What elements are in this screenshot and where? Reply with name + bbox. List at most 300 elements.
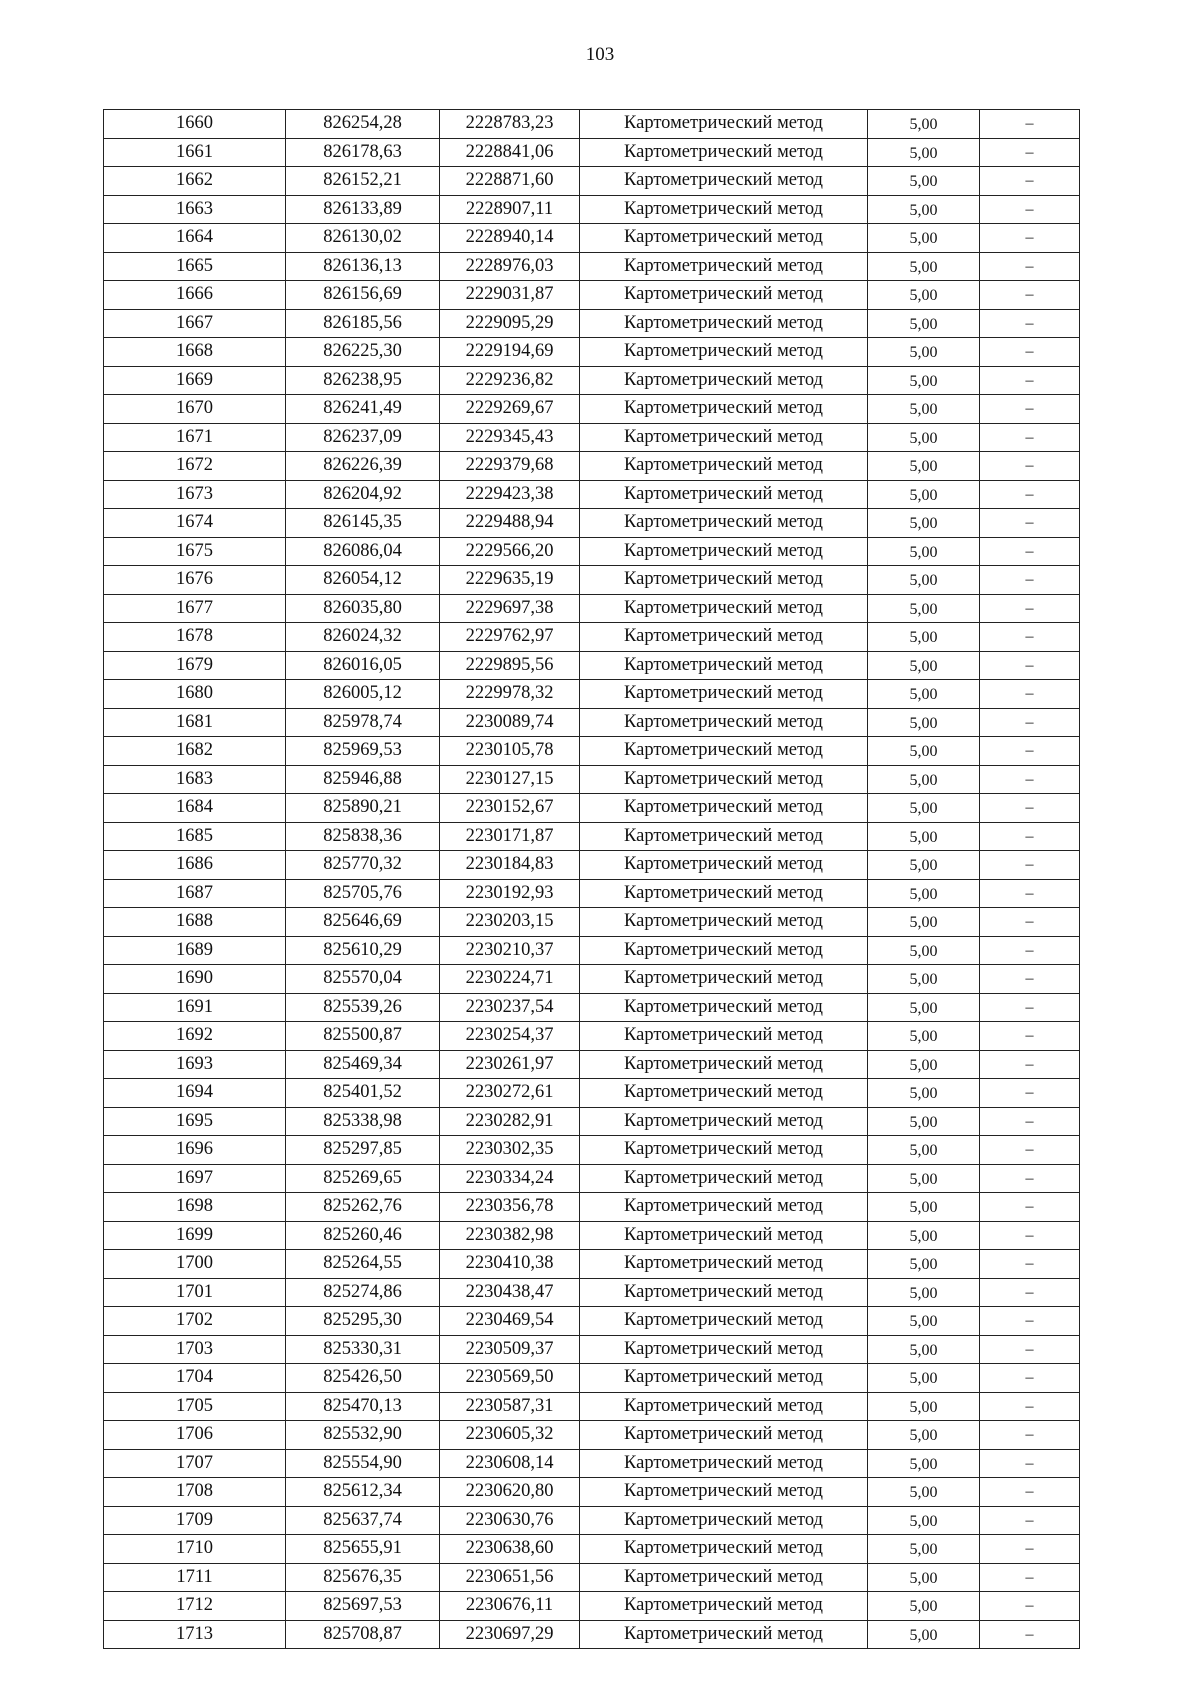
point-number-cell: 1689 [104,936,286,965]
method-cell: Картометрический метод [580,765,868,794]
x-coordinate-cell: 825269,65 [286,1164,440,1193]
point-number-cell: 1698 [104,1193,286,1222]
table-row [104,1221,1080,1250]
method-cell: Картометрический метод [580,423,868,452]
accuracy-cell: 5,00 [868,1221,980,1250]
accuracy-cell: 5,00 [868,993,980,1022]
point-number-cell: 1706 [104,1421,286,1450]
x-coordinate-cell: 826237,09 [286,423,440,452]
accuracy-cell: 5,00 [868,908,980,937]
table-row [104,1079,1080,1108]
method-cell: Картометрический метод [580,1620,868,1649]
x-coordinate-cell: 826204,92 [286,480,440,509]
method-cell: Картометрический метод [580,167,868,196]
note-cell: – [980,1307,1080,1336]
method-cell: Картометрический метод [580,1307,868,1336]
accuracy-cell: 5,00 [868,936,980,965]
accuracy-cell: 5,00 [868,1164,980,1193]
accuracy-cell: 5,00 [868,252,980,281]
method-cell: Картометрический метод [580,281,868,310]
x-coordinate-cell: 825264,55 [286,1250,440,1279]
y-coordinate-cell: 2229236,82 [440,366,580,395]
y-coordinate-cell: 2229379,68 [440,452,580,481]
note-cell: – [980,908,1080,937]
note-cell: – [980,1022,1080,1051]
accuracy-cell: 5,00 [868,338,980,367]
x-coordinate-cell: 825697,53 [286,1592,440,1621]
x-coordinate-cell: 825969,53 [286,737,440,766]
table-row [104,1136,1080,1165]
note-cell: – [980,765,1080,794]
table-row [104,908,1080,937]
note-cell: – [980,566,1080,595]
accuracy-cell: 5,00 [868,537,980,566]
y-coordinate-cell: 2230184,83 [440,851,580,880]
accuracy-cell: 5,00 [868,423,980,452]
note-cell: – [980,138,1080,167]
point-number-cell: 1710 [104,1535,286,1564]
accuracy-cell: 5,00 [868,195,980,224]
table-row [104,1563,1080,1592]
table-row [104,566,1080,595]
table-row [104,794,1080,823]
method-cell: Картометрический метод [580,651,868,680]
point-number-cell: 1693 [104,1050,286,1079]
x-coordinate-cell: 826241,49 [286,395,440,424]
method-cell: Картометрический метод [580,1449,868,1478]
table-row [104,1278,1080,1307]
point-number-cell: 1712 [104,1592,286,1621]
table-row [104,1592,1080,1621]
accuracy-cell: 5,00 [868,623,980,652]
x-coordinate-cell: 826156,69 [286,281,440,310]
y-coordinate-cell: 2230152,67 [440,794,580,823]
x-coordinate-cell: 825838,36 [286,822,440,851]
table-row [104,1535,1080,1564]
note-cell: – [980,1107,1080,1136]
point-number-cell: 1665 [104,252,286,281]
table-row [104,110,1080,139]
point-number-cell: 1677 [104,594,286,623]
table-row [104,822,1080,851]
coordinates-table-body [104,110,1080,1649]
note-cell: – [980,195,1080,224]
point-number-cell: 1667 [104,309,286,338]
point-number-cell: 1660 [104,110,286,139]
accuracy-cell: 5,00 [868,1563,980,1592]
point-number-cell: 1674 [104,509,286,538]
point-number-cell: 1671 [104,423,286,452]
table-row [104,936,1080,965]
table-row [104,1392,1080,1421]
table-row [104,480,1080,509]
y-coordinate-cell: 2230630,76 [440,1506,580,1535]
y-coordinate-cell: 2228871,60 [440,167,580,196]
x-coordinate-cell: 826130,02 [286,224,440,253]
accuracy-cell: 5,00 [868,765,980,794]
note-cell: – [980,509,1080,538]
table-row [104,224,1080,253]
method-cell: Картометрический метод [580,623,868,652]
method-cell: Картометрический метод [580,1506,868,1535]
note-cell: – [980,1592,1080,1621]
y-coordinate-cell: 2230089,74 [440,708,580,737]
accuracy-cell: 5,00 [868,1592,980,1621]
accuracy-cell: 5,00 [868,309,980,338]
point-number-cell: 1682 [104,737,286,766]
method-cell: Картометрический метод [580,1478,868,1507]
y-coordinate-cell: 2230237,54 [440,993,580,1022]
method-cell: Картометрический метод [580,480,868,509]
table-row [104,651,1080,680]
note-cell: – [980,879,1080,908]
x-coordinate-cell: 826016,05 [286,651,440,680]
method-cell: Картометрический метод [580,110,868,139]
note-cell: – [980,1506,1080,1535]
y-coordinate-cell: 2229978,32 [440,680,580,709]
table-row [104,423,1080,452]
x-coordinate-cell: 825570,04 [286,965,440,994]
y-coordinate-cell: 2230410,38 [440,1250,580,1279]
point-number-cell: 1687 [104,879,286,908]
table-row [104,1478,1080,1507]
x-coordinate-cell: 825260,46 [286,1221,440,1250]
note-cell: – [980,281,1080,310]
accuracy-cell: 5,00 [868,1392,980,1421]
accuracy-cell: 5,00 [868,366,980,395]
x-coordinate-cell: 826024,32 [286,623,440,652]
point-number-cell: 1664 [104,224,286,253]
table-row [104,1506,1080,1535]
table-row [104,594,1080,623]
y-coordinate-cell: 2229031,87 [440,281,580,310]
point-number-cell: 1670 [104,395,286,424]
table-row [104,1307,1080,1336]
table-row [104,1421,1080,1450]
y-coordinate-cell: 2230282,91 [440,1107,580,1136]
y-coordinate-cell: 2230356,78 [440,1193,580,1222]
note-cell: – [980,993,1080,1022]
table-row [104,1449,1080,1478]
table-row [104,281,1080,310]
method-cell: Картометрический метод [580,1364,868,1393]
accuracy-cell: 5,00 [868,1421,980,1450]
method-cell: Картометрический метод [580,366,868,395]
accuracy-cell: 5,00 [868,395,980,424]
point-number-cell: 1694 [104,1079,286,1108]
accuracy-cell: 5,00 [868,1193,980,1222]
point-number-cell: 1691 [104,993,286,1022]
accuracy-cell: 5,00 [868,651,980,680]
y-coordinate-cell: 2229095,29 [440,309,580,338]
y-coordinate-cell: 2229345,43 [440,423,580,452]
y-coordinate-cell: 2230224,71 [440,965,580,994]
y-coordinate-cell: 2228940,14 [440,224,580,253]
point-number-cell: 1702 [104,1307,286,1336]
table-row [104,309,1080,338]
y-coordinate-cell: 2230651,56 [440,1563,580,1592]
note-cell: – [980,1421,1080,1450]
x-coordinate-cell: 825646,69 [286,908,440,937]
note-cell: – [980,851,1080,880]
x-coordinate-cell: 825470,13 [286,1392,440,1421]
y-coordinate-cell: 2228841,06 [440,138,580,167]
point-number-cell: 1701 [104,1278,286,1307]
y-coordinate-cell: 2229423,38 [440,480,580,509]
method-cell: Картометрический метод [580,395,868,424]
point-number-cell: 1709 [104,1506,286,1535]
method-cell: Картометрический метод [580,1421,868,1450]
y-coordinate-cell: 2230620,80 [440,1478,580,1507]
y-coordinate-cell: 2229566,20 [440,537,580,566]
note-cell: – [980,1221,1080,1250]
point-number-cell: 1686 [104,851,286,880]
x-coordinate-cell: 825330,31 [286,1335,440,1364]
y-coordinate-cell: 2230192,93 [440,879,580,908]
x-coordinate-cell: 825637,74 [286,1506,440,1535]
method-cell: Картометрический метод [580,822,868,851]
point-number-cell: 1707 [104,1449,286,1478]
table-row [104,1022,1080,1051]
method-cell: Картометрический метод [580,309,868,338]
note-cell: – [980,680,1080,709]
y-coordinate-cell: 2230334,24 [440,1164,580,1193]
x-coordinate-cell: 825274,86 [286,1278,440,1307]
x-coordinate-cell: 826238,95 [286,366,440,395]
x-coordinate-cell: 825401,52 [286,1079,440,1108]
accuracy-cell: 5,00 [868,851,980,880]
point-number-cell: 1711 [104,1563,286,1592]
y-coordinate-cell: 2230382,98 [440,1221,580,1250]
accuracy-cell: 5,00 [868,594,980,623]
table-row [104,395,1080,424]
method-cell: Картометрический метод [580,452,868,481]
y-coordinate-cell: 2230261,97 [440,1050,580,1079]
x-coordinate-cell: 825297,85 [286,1136,440,1165]
note-cell: – [980,794,1080,823]
method-cell: Картометрический метод [580,537,868,566]
table-row [104,765,1080,794]
point-number-cell: 1676 [104,566,286,595]
note-cell: – [980,309,1080,338]
method-cell: Картометрический метод [580,1107,868,1136]
table-row [104,965,1080,994]
y-coordinate-cell: 2230272,61 [440,1079,580,1108]
note-cell: – [980,1392,1080,1421]
point-number-cell: 1713 [104,1620,286,1649]
note-cell: – [980,1278,1080,1307]
point-number-cell: 1708 [104,1478,286,1507]
method-cell: Картометрический метод [580,794,868,823]
accuracy-cell: 5,00 [868,1022,980,1051]
point-number-cell: 1666 [104,281,286,310]
accuracy-cell: 5,00 [868,965,980,994]
point-number-cell: 1697 [104,1164,286,1193]
method-cell: Картометрический метод [580,1278,868,1307]
y-coordinate-cell: 2228907,11 [440,195,580,224]
x-coordinate-cell: 826226,39 [286,452,440,481]
method-cell: Картометрический метод [580,1592,868,1621]
y-coordinate-cell: 2230254,37 [440,1022,580,1051]
table-row [104,1250,1080,1279]
point-number-cell: 1661 [104,138,286,167]
y-coordinate-cell: 2230203,15 [440,908,580,937]
point-number-cell: 1699 [104,1221,286,1250]
method-cell: Картометрический метод [580,1563,868,1592]
note-cell: – [980,1620,1080,1649]
coordinates-table [103,109,1080,1649]
table-row [104,737,1080,766]
x-coordinate-cell: 825655,91 [286,1535,440,1564]
method-cell: Картометрический метод [580,993,868,1022]
accuracy-cell: 5,00 [868,1364,980,1393]
table-row [104,1335,1080,1364]
table-row [104,252,1080,281]
point-number-cell: 1683 [104,765,286,794]
point-number-cell: 1668 [104,338,286,367]
x-coordinate-cell: 825426,50 [286,1364,440,1393]
y-coordinate-cell: 2229895,56 [440,651,580,680]
note-cell: – [980,167,1080,196]
method-cell: Картометрический метод [580,936,868,965]
table-row [104,195,1080,224]
accuracy-cell: 5,00 [868,737,980,766]
x-coordinate-cell: 826133,89 [286,195,440,224]
x-coordinate-cell: 825338,98 [286,1107,440,1136]
note-cell: – [980,423,1080,452]
point-number-cell: 1680 [104,680,286,709]
method-cell: Картометрический метод [580,851,868,880]
method-cell: Картометрический метод [580,1050,868,1079]
method-cell: Картометрический метод [580,1193,868,1222]
table-row [104,167,1080,196]
accuracy-cell: 5,00 [868,452,980,481]
accuracy-cell: 5,00 [868,566,980,595]
y-coordinate-cell: 2230171,87 [440,822,580,851]
x-coordinate-cell: 825554,90 [286,1449,440,1478]
x-coordinate-cell: 825469,34 [286,1050,440,1079]
method-cell: Картометрический метод [580,737,868,766]
note-cell: – [980,224,1080,253]
note-cell: – [980,1535,1080,1564]
y-coordinate-cell: 2230697,29 [440,1620,580,1649]
table-row [104,1050,1080,1079]
note-cell: – [980,366,1080,395]
x-coordinate-cell: 825539,26 [286,993,440,1022]
y-coordinate-cell: 2230676,11 [440,1592,580,1621]
x-coordinate-cell: 825708,87 [286,1620,440,1649]
method-cell: Картометрический метод [580,1335,868,1364]
point-number-cell: 1685 [104,822,286,851]
point-number-cell: 1705 [104,1392,286,1421]
accuracy-cell: 5,00 [868,708,980,737]
accuracy-cell: 5,00 [868,281,980,310]
point-number-cell: 1678 [104,623,286,652]
accuracy-cell: 5,00 [868,822,980,851]
accuracy-cell: 5,00 [868,1478,980,1507]
point-number-cell: 1684 [104,794,286,823]
y-coordinate-cell: 2229635,19 [440,566,580,595]
note-cell: – [980,452,1080,481]
point-number-cell: 1696 [104,1136,286,1165]
point-number-cell: 1703 [104,1335,286,1364]
note-cell: – [980,537,1080,566]
note-cell: – [980,1449,1080,1478]
y-coordinate-cell: 2228783,23 [440,110,580,139]
x-coordinate-cell: 826086,04 [286,537,440,566]
table-row [104,138,1080,167]
point-number-cell: 1663 [104,195,286,224]
point-number-cell: 1672 [104,452,286,481]
table-row [104,338,1080,367]
note-cell: – [980,110,1080,139]
accuracy-cell: 5,00 [868,1506,980,1535]
x-coordinate-cell: 825890,21 [286,794,440,823]
y-coordinate-cell: 2230605,32 [440,1421,580,1450]
y-coordinate-cell: 2229194,69 [440,338,580,367]
x-coordinate-cell: 826185,56 [286,309,440,338]
table-row [104,366,1080,395]
x-coordinate-cell: 825705,76 [286,879,440,908]
point-number-cell: 1662 [104,167,286,196]
y-coordinate-cell: 2229697,38 [440,594,580,623]
method-cell: Картометрический метод [580,594,868,623]
x-coordinate-cell: 826178,63 [286,138,440,167]
note-cell: – [980,1164,1080,1193]
accuracy-cell: 5,00 [868,879,980,908]
x-coordinate-cell: 825770,32 [286,851,440,880]
point-number-cell: 1688 [104,908,286,937]
method-cell: Картометрический метод [580,1136,868,1165]
y-coordinate-cell: 2230127,15 [440,765,580,794]
method-cell: Картометрический метод [580,338,868,367]
accuracy-cell: 5,00 [868,1250,980,1279]
method-cell: Картометрический метод [580,680,868,709]
method-cell: Картометрический метод [580,1250,868,1279]
accuracy-cell: 5,00 [868,1278,980,1307]
method-cell: Картометрический метод [580,1022,868,1051]
y-coordinate-cell: 2229269,67 [440,395,580,424]
note-cell: – [980,1050,1080,1079]
note-cell: – [980,936,1080,965]
method-cell: Картометрический метод [580,509,868,538]
x-coordinate-cell: 826254,28 [286,110,440,139]
table-row [104,623,1080,652]
point-number-cell: 1679 [104,651,286,680]
table-row [104,1193,1080,1222]
note-cell: – [980,252,1080,281]
point-number-cell: 1692 [104,1022,286,1051]
y-coordinate-cell: 2230302,35 [440,1136,580,1165]
note-cell: – [980,594,1080,623]
method-cell: Картометрический метод [580,1079,868,1108]
accuracy-cell: 5,00 [868,794,980,823]
note-cell: – [980,1563,1080,1592]
note-cell: – [980,1478,1080,1507]
accuracy-cell: 5,00 [868,1050,980,1079]
note-cell: – [980,651,1080,680]
y-coordinate-cell: 2230569,50 [440,1364,580,1393]
method-cell: Картометрический метод [580,1535,868,1564]
accuracy-cell: 5,00 [868,1449,980,1478]
method-cell: Картометрический метод [580,252,868,281]
method-cell: Картометрический метод [580,566,868,595]
y-coordinate-cell: 2230608,14 [440,1449,580,1478]
x-coordinate-cell: 826225,30 [286,338,440,367]
x-coordinate-cell: 825978,74 [286,708,440,737]
y-coordinate-cell: 2230587,31 [440,1392,580,1421]
x-coordinate-cell: 826152,21 [286,167,440,196]
